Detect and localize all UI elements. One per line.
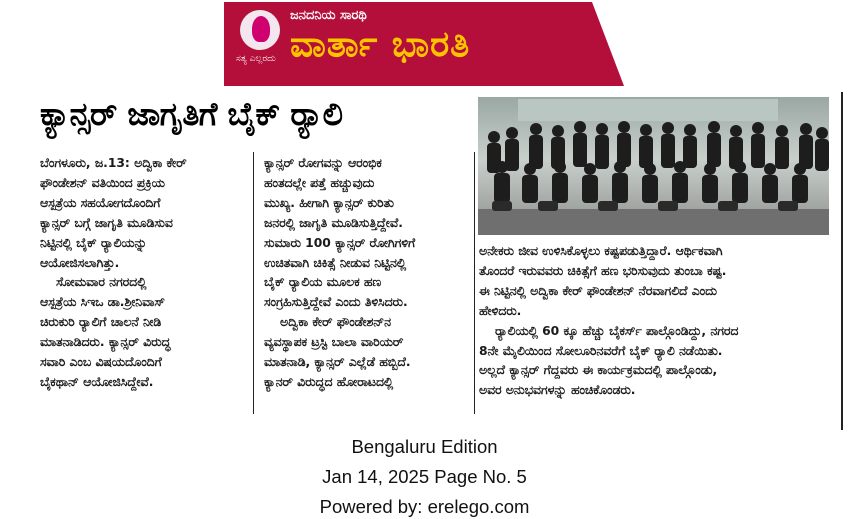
text-line: ವ್ಯವಸ್ಥಾಪಕ ಟ್ರಸ್ಟಿ ಬಾಲಾ ವಾರಿಯರ್ [264, 335, 404, 350]
text-line: ತೊಂದರೆ ಇರುವವರು ಚಿಕಿತ್ಸೆಗೆ ಹಣ ಭರಿಸುವುದು ತುಂಬಾ ಕಷ್ಟ. [479, 263, 727, 278]
text-line: ಸಂಗ್ರಹಿಸುತ್ತಿದ್ದೇವೆ ಎಂದು ತಿಳಿಸಿದರು. [264, 295, 408, 310]
article-column-3 [479, 242, 831, 401]
text-line: ಚಿರುಕುರಿ ರ‍್ಯಾಲಿಗೆ ಚಾಲನೆ ನೀಡಿ [40, 315, 162, 330]
article-photo [478, 97, 829, 235]
text-line: ಬೈಕ್ ರ‍್ಯಾಲಿಯ ಮೂಲಕ ಹಣ [264, 275, 382, 290]
text-line: ಉಚಿತವಾಗಿ ಚಿಕಿತ್ಸೆ ನೀಡುವ ನಿಟ್ಟಿನಲ್ಲಿ [264, 255, 407, 270]
text-line: ಅನೇಕರು ಜೀವ ಉಳಿಸಿಕೊಳ್ಳಲು ಕಷ್ಟಪಡುತ್ತಿದ್ದಾರೆ. ಆರ್ಥಿಕವಾಗಿ [479, 244, 723, 258]
masthead-kicker: ಜನದನಿಯ ಸಾರಥಿ [290, 8, 367, 23]
masthead-tagline: ಸತ್ಯ ಎಲ್ಲರದು [236, 54, 276, 64]
text-line: 8ನೇ ಮೈಲಿಯಿಂದ ಸೋಲೂರಿನವರೆಗೆ ಬೈಕ್ ರ‍್ಯಾಲಿ ನಡೆಯಿತು. [479, 343, 723, 358]
column-rule-2 [474, 152, 475, 414]
article-headline: ಕ್ಯಾನ್ಸರ್ ಜಾಗೃತಿಗೆ ಬೈಕ್ ರ‍್ಯಾಲಿ [40, 95, 343, 133]
text-line: ಈ ನಿಟ್ಟಿನಲ್ಲಿ ಅದ್ವಿಕಾ ಕೇರ್ ಫೌಂಡೇಶನ್ ನೆರವಾಗಲಿದೆ ಎಂದು [479, 283, 717, 298]
text-line: ಸುಮಾರು 100 ಕ್ಯಾನ್ಸರ್ ರೋಗಿಗಳಿಗೆ [264, 235, 416, 250]
article-column-2 [264, 154, 472, 393]
text-line: ಅಲ್ಲದೆ ಕ್ಯಾನ್ಸರ್ ಗೆದ್ದವರು ಈ ಕಾರ್ಯಕ್ರಮದಲ್ಲಿ ಪಾಲ್ಗೊಂಡು, [479, 363, 718, 378]
text-line: ಮುಖ್ಯ. ಹೀಗಾಗಿ ಕ್ಯಾನ್ಸರ್ ಕುರಿತು [264, 195, 394, 210]
text-line: ಆಸ್ಪತ್ರೆಯ ಸಹಯೋಗದೊಂದಿಗೆ [40, 195, 161, 210]
text-line: ಕ್ಯಾನ್ಸರ್ ರೋಗವನ್ನು ಆರಂಭಿಕ [264, 156, 382, 170]
text-line: ಹೇಳಿದರು. [479, 303, 522, 318]
text-line: ಜನರಲ್ಲಿ ಜಾಗೃತಿ ಮೂಡಿಸುತ್ತಿದ್ದೇವೆ. [264, 215, 403, 230]
column-rule-1 [253, 152, 254, 414]
text-line: ಮಾತನಾಡಿದರು. ಕ್ಯಾನ್ಸರ್ ವಿರುದ್ಧ [40, 335, 171, 350]
text-line: ಮಾತನಾಡಿ, ಕ್ಯಾನ್ಸರ್ ಎಲ್ಲೆಡೆ ಹಬ್ಬಿದೆ. [264, 355, 411, 370]
text-line: ಆಯೋಜಿಸಲಾಗಿತ್ತು. [40, 255, 120, 270]
text-line: ಆಸ್ಪತ್ರೆಯ ಸಿಇಒ ಡಾ.ಶ್ರೀನಿವಾಸ್ [40, 295, 165, 310]
page-edge-rule [841, 92, 843, 430]
masthead [224, 2, 624, 86]
text-line: ಕ್ಯಾನರ್ ವಿರುದ್ಧದ ಹೋರಾಟದಲ್ಲಿ [264, 374, 394, 389]
text-line: ಬೆಂಗಳೂರು, ಜ.13: ಅದ್ವಿಕಾ ಕೇರ್ [40, 156, 187, 170]
footer-powered-by: Powered by: erelego.com [319, 496, 530, 517]
text-line: ಬೈಕಥಾನ್ ಆಯೋಜಿಸಿದ್ದೇವೆ. [40, 374, 154, 389]
text-line: ಸವಾರಿ ಎಂಬ ವಿಷಯದೊಂದಿಗೆ [40, 355, 162, 370]
masthead-brand: ವಾರ್ತಾ ಭಾರತಿ [290, 24, 471, 65]
footer-edition: Bengaluru Edition [351, 436, 498, 457]
text-line: ಅವರ ಅನುಭವಗಳನ್ನು ಹಂಚಿಕೊಂಡರು. [479, 383, 636, 398]
footer-date-page: Jan 14, 2025 Page No. 5 [322, 466, 527, 487]
text-line: ರ‍್ಯಾಲಿಯಲ್ಲಿ 60 ಕ್ಕೂ ಹೆಚ್ಚು ಬೈಕರ್ಸ್ ಪಾಲ್ಗೊಂಡಿದ್ದು, ನಗರದ [495, 323, 739, 338]
text-line: ಫೌಂಡೇಶನ್ ವತಿಯಿಂದ ಪ್ರಕ್ರಿಯ [40, 175, 165, 190]
text-line: ಸೋಮವಾರ ನಗರದಲ್ಲಿ [56, 275, 147, 290]
text-line: ಹಂತದಲ್ಲೇ ಪತ್ತೆ ಹಚ್ಚುವುದು [264, 175, 375, 190]
text-line: ಅದ್ವಿಕಾ ಕೇರ್ ಫೌಂಡೇಶನ್‌ನ [280, 315, 391, 330]
text-line: ನಿಟ್ಟಿನಲ್ಲಿ ಬೈಕ್ ರ‍್ಯಾಲಿಯನ್ನು [40, 235, 147, 250]
text-line: ಕ್ಯಾನ್ಸರ್ ಬಗ್ಗೆ ಜಾಗೃತಿ ಮೂಡಿಸುವ [40, 215, 173, 230]
logo-emblem-icon [240, 10, 280, 50]
article-column-1 [40, 154, 250, 393]
